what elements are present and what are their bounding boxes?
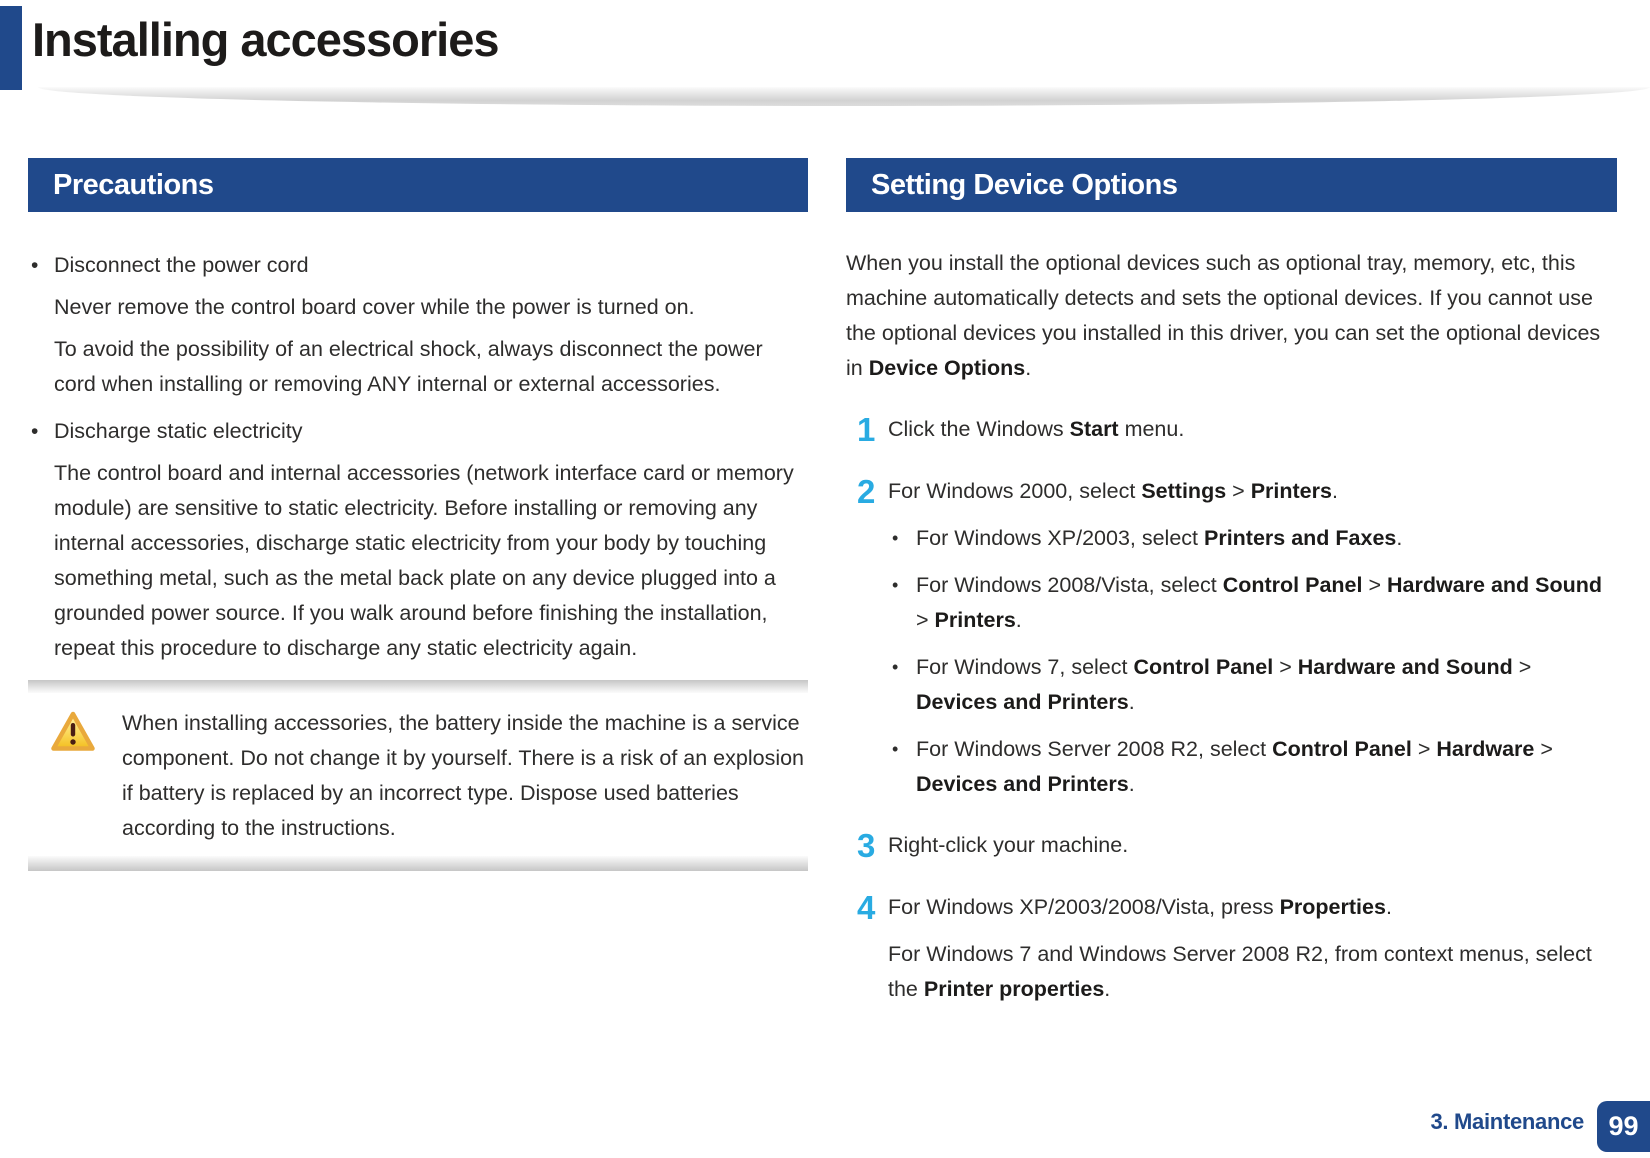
step-sub-bullet	[888, 521, 1617, 556]
intro-paragraph: When you install the optional devices such as optional tray, memory, etc, this machine automatically detects and sets the optional devices. If you cannot use the optional devices you installed in this driver, you can set the optional devices in Device Options.	[846, 251, 1601, 380]
bullet-dot-icon: •	[892, 528, 899, 548]
section-header-title: Precautions	[53, 169, 214, 201]
step-sub-bullet	[888, 732, 1617, 802]
step-body	[888, 890, 1617, 1007]
step-body	[888, 828, 1617, 864]
bullet-title: Discharge static electricity	[54, 419, 303, 443]
bullet-dot-icon: •	[892, 739, 899, 759]
bullet-item-disconnect-power	[28, 248, 808, 402]
step-item-3	[846, 828, 1617, 864]
bullet-paragraph: Never remove the control board cover while the power is turned on.	[54, 295, 695, 319]
section-header-title: Setting Device Options	[871, 169, 1178, 201]
sub-bullet-text: For Windows Server 2008 R2, select Control Panel > Hardware > Devices and Printers.	[916, 737, 1553, 796]
bullet-paragraph: To avoid the possibility of an electrical shock, always disconnect the power cord when installing or removing ANY internal or external accessories.	[54, 337, 763, 396]
step-number: 4	[857, 889, 876, 926]
warning-note-bottom-border	[28, 856, 808, 871]
step-text: Right-click your machine.	[888, 833, 1129, 857]
step-item-1	[846, 412, 1617, 448]
sub-bullet-text: For Windows 2008/Vista, select Control Panel > Hardware and Sound > Printers.	[916, 573, 1603, 632]
bullet-paragraph: The control board and internal accessories (network interface card or memory module) are sensitive to static electricity. Before installing or removing any internal accessories, discharge static electricity from your body by touching something metal, such as the metal back plate on any device plugged into a grounded power source. If you walk around before finishing the installation, repeat this procedure to discharge any static electricity again.	[54, 461, 794, 660]
bullet-dot-icon: •	[892, 657, 899, 677]
bullet-body	[54, 414, 808, 666]
step-item-4	[846, 890, 1617, 1007]
step-number: 1	[857, 411, 876, 448]
step-text: For Windows XP/2003/2008/Vista, press Properties.	[888, 895, 1392, 919]
step-text: Click the Windows Start menu.	[888, 417, 1185, 441]
sub-bullet-text: For Windows 7, select Control Panel > Hardware and Sound > Devices and Printers.	[916, 655, 1532, 714]
step-sub-bullet	[888, 568, 1617, 638]
bullet-title: Disconnect the power cord	[54, 253, 309, 277]
step-number: 2	[857, 473, 876, 510]
title-divider-swoosh	[38, 87, 1650, 106]
step-item-2	[846, 474, 1617, 802]
setting-device-options-section	[846, 158, 1617, 1007]
title-accent-bar	[0, 6, 22, 90]
bullet-dot-icon: •	[892, 575, 899, 595]
section-header-precautions	[28, 158, 808, 212]
warning-note	[28, 680, 808, 871]
step-body	[888, 412, 1617, 448]
page-title: Installing accessories	[32, 13, 499, 66]
step-extra-paragraph: For Windows 7 and Windows Server 2008 R2, from context menus, select the Printer properties.	[888, 942, 1592, 1001]
bullet-dot-icon: •	[31, 254, 39, 277]
warning-note-top-border	[28, 680, 808, 693]
warning-note-content	[28, 693, 808, 856]
step-body	[888, 474, 1617, 802]
steps-list	[846, 412, 1617, 1007]
step-text: For Windows 2000, select Settings > Printers.	[888, 479, 1338, 503]
precautions-section	[28, 158, 808, 871]
step-number: 3	[857, 827, 876, 864]
footer-chapter: 3. Maintenance	[1430, 1109, 1584, 1134]
step-sub-bullet	[888, 650, 1617, 720]
bullet-dot-icon: •	[31, 420, 39, 443]
sub-bullet-text: For Windows XP/2003, select Printers and Faxes.	[916, 526, 1403, 550]
bullet-item-discharge-static	[28, 414, 808, 666]
section-header-device-options	[846, 158, 1617, 212]
page-number-badge: 99	[1597, 1101, 1650, 1152]
warning-triangle-icon	[50, 710, 96, 754]
warning-icon-wrap	[50, 706, 122, 846]
bullet-body	[54, 248, 808, 402]
warning-text: When installing accessories, the battery inside the machine is a service component. Do not change it by yourself. There is a risk of an explosion if battery is replaced by an incorrect type. Dispose used batteries according to the instructions.	[122, 711, 805, 840]
